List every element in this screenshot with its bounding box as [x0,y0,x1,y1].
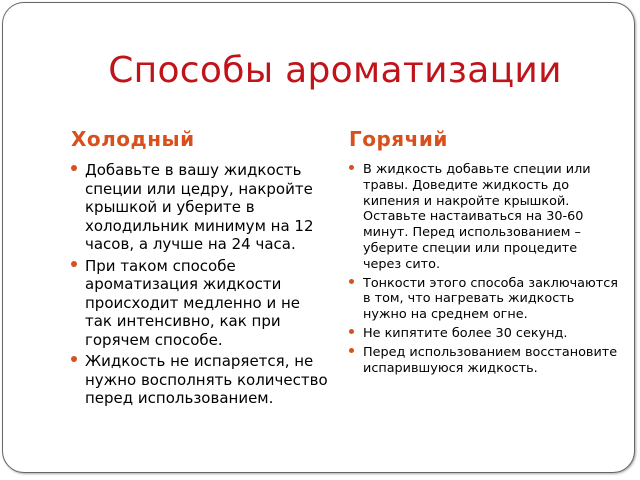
list-item: Не кипятите более 30 секунд. [349,326,619,342]
cold-list [71,161,331,411]
slide-title: Способы ароматизации [108,50,562,91]
list-item: В жидкость добавьте специи или травы. Доведите жидкость до кипения и накройте крышкой. Оставьте настаиваться на 30-60 минут. Перед использованием – уберите специи или процедите через сито. [349,162,619,273]
hot-heading: Горячий [349,127,448,151]
list-item: Жидкость не испаряется, не нужно восполнять количество перед использованием. [71,352,331,408]
hot-list [349,162,619,379]
list-item: Перед использованием восстановите испарившуюся жидкость. [349,345,619,377]
list-item: Тонкости этого способа заключаются в том, что нагревать жидкость нужно на среднем огне. [349,276,619,323]
list-item: При таком способе ароматизация жидкости происходит медленно и не так интенсивно, как при горячем способе. [71,257,331,350]
cold-heading: Холодный [71,127,195,151]
list-item: Добавьте в вашу жидкость специи или цедру, накройте крышкой и уберите в холодильник минимум на 12 часов, а лучше на 24 часа. [71,161,331,254]
